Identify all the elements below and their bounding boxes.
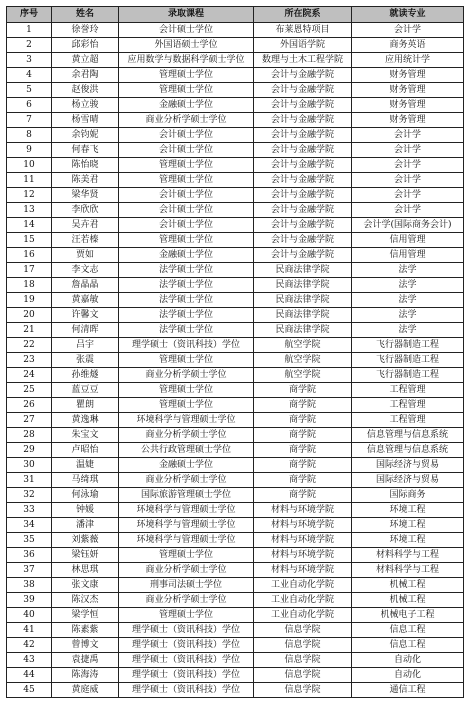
cell-department: 会计与金融学院 — [254, 218, 352, 233]
cell-department: 商学院 — [254, 383, 352, 398]
table-row — [7, 398, 464, 413]
cell-major: 信息管理与信息系统 — [352, 443, 464, 458]
cell-course: 管理硕士学位 — [119, 233, 254, 248]
table-row — [7, 683, 464, 698]
cell-department: 材料与环境学院 — [254, 518, 352, 533]
cell-department: 民商法律学院 — [254, 278, 352, 293]
table-row — [7, 353, 464, 368]
table-row — [7, 143, 464, 158]
cell-index: 29 — [7, 443, 52, 458]
cell-name: 钟媛 — [52, 503, 119, 518]
cell-course: 管理硕士学位 — [119, 383, 254, 398]
cell-department: 会计与金融学院 — [254, 83, 352, 98]
cell-index: 36 — [7, 548, 52, 563]
cell-department: 材料与环境学院 — [254, 563, 352, 578]
cell-course: 理学硕士（资讯科技）学位 — [119, 623, 254, 638]
cell-major: 应用统计学 — [352, 53, 464, 68]
cell-department: 商学院 — [254, 458, 352, 473]
cell-department: 会计与金融学院 — [254, 188, 352, 203]
cell-department: 民商法律学院 — [254, 293, 352, 308]
cell-major: 环境工程 — [352, 518, 464, 533]
cell-course: 商业分析学硕士学位 — [119, 113, 254, 128]
cell-name: 陈怡晓 — [52, 158, 119, 173]
cell-index: 38 — [7, 578, 52, 593]
cell-course: 环境科学与管理硕士学位 — [119, 518, 254, 533]
cell-course: 会计硕士学位 — [119, 188, 254, 203]
cell-course: 会计硕士学位 — [119, 203, 254, 218]
cell-department: 工业自动化学院 — [254, 593, 352, 608]
cell-department: 会计与金融学院 — [254, 203, 352, 218]
cell-major: 机械工程 — [352, 578, 464, 593]
cell-department: 材料与环境学院 — [254, 533, 352, 548]
cell-major: 国际经济与贸易 — [352, 473, 464, 488]
cell-course: 法学硕士学位 — [119, 323, 254, 338]
cell-course: 法学硕士学位 — [119, 263, 254, 278]
cell-index: 4 — [7, 68, 52, 83]
cell-major: 会计学 — [352, 128, 464, 143]
cell-major: 飞行器制造工程 — [352, 353, 464, 368]
cell-index: 16 — [7, 248, 52, 263]
table-row — [7, 413, 464, 428]
cell-name: 邱彩怡 — [52, 38, 119, 53]
cell-major: 财务管理 — [352, 83, 464, 98]
cell-major: 工程管理 — [352, 413, 464, 428]
cell-department: 商学院 — [254, 413, 352, 428]
cell-department: 航空学院 — [254, 353, 352, 368]
cell-course: 会计硕士学位 — [119, 23, 254, 38]
cell-index: 1 — [7, 23, 52, 38]
table-row — [7, 533, 464, 548]
cell-department: 会计与金融学院 — [254, 173, 352, 188]
cell-course: 理学硕士（资讯科技）学位 — [119, 653, 254, 668]
cell-index: 42 — [7, 638, 52, 653]
cell-course: 法学硕士学位 — [119, 278, 254, 293]
cell-department: 民商法律学院 — [254, 263, 352, 278]
cell-major: 信息工程 — [352, 638, 464, 653]
cell-index: 35 — [7, 533, 52, 548]
cell-index: 10 — [7, 158, 52, 173]
table-row — [7, 98, 464, 113]
header-name: 姓名 — [52, 7, 119, 23]
cell-name: 赵俊洪 — [52, 83, 119, 98]
cell-course: 公共行政管理硕士学位 — [119, 443, 254, 458]
cell-course: 管理硕士学位 — [119, 68, 254, 83]
table-row — [7, 38, 464, 53]
cell-name: 卢昭怡 — [52, 443, 119, 458]
cell-department: 工业自动化学院 — [254, 608, 352, 623]
cell-name: 何清晖 — [52, 323, 119, 338]
cell-major: 工程管理 — [352, 398, 464, 413]
table-row — [7, 293, 464, 308]
cell-course: 管理硕士学位 — [119, 158, 254, 173]
cell-index: 34 — [7, 518, 52, 533]
cell-major: 国际经济与贸易 — [352, 458, 464, 473]
table-row — [7, 608, 464, 623]
cell-department: 会计与金融学院 — [254, 128, 352, 143]
table-row — [7, 218, 464, 233]
cell-name: 贾如 — [52, 248, 119, 263]
cell-index: 39 — [7, 593, 52, 608]
cell-course: 理学硕士（资讯科技）学位 — [119, 668, 254, 683]
cell-department: 商学院 — [254, 473, 352, 488]
cell-major: 财务管理 — [352, 68, 464, 83]
cell-course: 管理硕士学位 — [119, 173, 254, 188]
cell-name: 何泳瑜 — [52, 488, 119, 503]
cell-department: 会计与金融学院 — [254, 248, 352, 263]
cell-index: 24 — [7, 368, 52, 383]
cell-department: 外国语学院 — [254, 38, 352, 53]
header-course: 录取课程 — [119, 7, 254, 23]
cell-name: 孙维燧 — [52, 368, 119, 383]
cell-course: 理学硕士（资讯科技）学位 — [119, 683, 254, 698]
table-row — [7, 338, 464, 353]
table-row — [7, 578, 464, 593]
cell-name: 杨雪晴 — [52, 113, 119, 128]
cell-course: 会计硕士学位 — [119, 143, 254, 158]
cell-index: 15 — [7, 233, 52, 248]
cell-major: 环境工程 — [352, 503, 464, 518]
table-row — [7, 623, 464, 638]
table-row — [7, 128, 464, 143]
cell-major: 飞行器制造工程 — [352, 338, 464, 353]
cell-course: 环境科学与管理硕士学位 — [119, 413, 254, 428]
cell-index: 33 — [7, 503, 52, 518]
cell-major: 材料科学与工程 — [352, 548, 464, 563]
cell-index: 7 — [7, 113, 52, 128]
cell-department: 会计与金融学院 — [254, 143, 352, 158]
cell-major: 会计学 — [352, 23, 464, 38]
cell-course: 管理硕士学位 — [119, 353, 254, 368]
cell-course: 管理硕士学位 — [119, 548, 254, 563]
cell-course: 外国语硕士学位 — [119, 38, 254, 53]
cell-major: 会计学 — [352, 158, 464, 173]
table-row — [7, 68, 464, 83]
table-row — [7, 203, 464, 218]
cell-course: 法学硕士学位 — [119, 308, 254, 323]
cell-department: 信息学院 — [254, 653, 352, 668]
cell-index: 41 — [7, 623, 52, 638]
cell-name: 林思琪 — [52, 563, 119, 578]
table-row — [7, 233, 464, 248]
cell-department: 会计与金融学院 — [254, 98, 352, 113]
cell-course: 应用数学与数据科学硕士学位 — [119, 53, 254, 68]
cell-index: 9 — [7, 143, 52, 158]
cell-name: 袁捷禹 — [52, 653, 119, 668]
table-row — [7, 323, 464, 338]
cell-department: 材料与环境学院 — [254, 503, 352, 518]
cell-course: 会计硕士学位 — [119, 128, 254, 143]
cell-major: 会计学 — [352, 188, 464, 203]
cell-department: 会计与金融学院 — [254, 68, 352, 83]
cell-course: 金融硕士学位 — [119, 248, 254, 263]
cell-name: 马绮琪 — [52, 473, 119, 488]
table-row — [7, 638, 464, 653]
cell-name: 梁钰妍 — [52, 548, 119, 563]
cell-major: 会计学 — [352, 173, 464, 188]
cell-index: 2 — [7, 38, 52, 53]
table-row — [7, 593, 464, 608]
table-row — [7, 668, 464, 683]
table-row — [7, 473, 464, 488]
cell-department: 信息学院 — [254, 638, 352, 653]
cell-course: 商业分析学硕士学位 — [119, 473, 254, 488]
cell-major: 法学 — [352, 293, 464, 308]
cell-name: 瞿朗 — [52, 398, 119, 413]
table-row — [7, 248, 464, 263]
cell-index: 19 — [7, 293, 52, 308]
table-row — [7, 368, 464, 383]
cell-name: 李欣欣 — [52, 203, 119, 218]
cell-course: 商业分析学硕士学位 — [119, 368, 254, 383]
table-row — [7, 53, 464, 68]
admission-table-container — [6, 6, 464, 698]
cell-department: 商学院 — [254, 443, 352, 458]
table-row — [7, 188, 464, 203]
cell-name: 陈汉杰 — [52, 593, 119, 608]
table-row — [7, 518, 464, 533]
cell-index: 30 — [7, 458, 52, 473]
cell-department: 民商法律学院 — [254, 308, 352, 323]
cell-course: 国际旅游管理硕士学位 — [119, 488, 254, 503]
cell-index: 27 — [7, 413, 52, 428]
cell-index: 43 — [7, 653, 52, 668]
cell-department: 商学院 — [254, 488, 352, 503]
table-row — [7, 488, 464, 503]
cell-course: 法学硕士学位 — [119, 293, 254, 308]
cell-index: 23 — [7, 353, 52, 368]
table-row — [7, 428, 464, 443]
cell-name: 陈素紫 — [52, 623, 119, 638]
cell-index: 26 — [7, 398, 52, 413]
cell-department: 会计与金融学院 — [254, 233, 352, 248]
cell-index: 18 — [7, 278, 52, 293]
table-row — [7, 653, 464, 668]
table-row — [7, 158, 464, 173]
cell-major: 工程管理 — [352, 383, 464, 398]
table-row — [7, 263, 464, 278]
cell-name: 陈美君 — [52, 173, 119, 188]
cell-major: 机械电子工程 — [352, 608, 464, 623]
table-row — [7, 278, 464, 293]
table-row — [7, 548, 464, 563]
table-row — [7, 113, 464, 128]
admission-table — [6, 6, 464, 698]
table-row — [7, 458, 464, 473]
table-row — [7, 503, 464, 518]
cell-course: 理学硕士（资讯科技）学位 — [119, 338, 254, 353]
cell-name: 汪若榛 — [52, 233, 119, 248]
cell-name: 梁学恒 — [52, 608, 119, 623]
cell-major: 法学 — [352, 308, 464, 323]
cell-index: 28 — [7, 428, 52, 443]
cell-major: 财务管理 — [352, 98, 464, 113]
cell-major: 会计学(国际商务会计) — [352, 218, 464, 233]
cell-department: 民商法律学院 — [254, 323, 352, 338]
cell-index: 6 — [7, 98, 52, 113]
cell-name: 吕宇 — [52, 338, 119, 353]
header-department: 所在院系 — [254, 7, 352, 23]
cell-department: 信息学院 — [254, 623, 352, 638]
cell-department: 材料与环境学院 — [254, 548, 352, 563]
cell-index: 44 — [7, 668, 52, 683]
cell-name: 曾博文 — [52, 638, 119, 653]
cell-index: 17 — [7, 263, 52, 278]
cell-department: 数理与土木工程学院 — [254, 53, 352, 68]
cell-index: 45 — [7, 683, 52, 698]
cell-name: 刘紫薇 — [52, 533, 119, 548]
cell-index: 11 — [7, 173, 52, 188]
cell-name: 黄庭威 — [52, 683, 119, 698]
cell-department: 布莱恩特项目 — [254, 23, 352, 38]
table-row — [7, 83, 464, 98]
cell-department: 航空学院 — [254, 368, 352, 383]
cell-name: 朱宝文 — [52, 428, 119, 443]
cell-name: 潘津 — [52, 518, 119, 533]
cell-name: 詹晶晶 — [52, 278, 119, 293]
cell-name: 蓝豆豆 — [52, 383, 119, 398]
cell-index: 21 — [7, 323, 52, 338]
cell-major: 国际商务 — [352, 488, 464, 503]
table-row — [7, 563, 464, 578]
cell-name: 徐誉玲 — [52, 23, 119, 38]
cell-index: 12 — [7, 188, 52, 203]
cell-index: 13 — [7, 203, 52, 218]
cell-name: 梁华贤 — [52, 188, 119, 203]
cell-name: 黄立超 — [52, 53, 119, 68]
cell-course: 会计硕士学位 — [119, 218, 254, 233]
cell-course: 金融硕士学位 — [119, 98, 254, 113]
table-row — [7, 443, 464, 458]
cell-major: 商务英语 — [352, 38, 464, 53]
cell-major: 法学 — [352, 323, 464, 338]
cell-name: 黄逸琳 — [52, 413, 119, 428]
cell-name: 李文志 — [52, 263, 119, 278]
cell-course: 管理硕士学位 — [119, 83, 254, 98]
cell-course: 理学硕士（资讯科技）学位 — [119, 638, 254, 653]
cell-course: 金融硕士学位 — [119, 458, 254, 473]
cell-course: 商业分析学硕士学位 — [119, 428, 254, 443]
cell-department: 商学院 — [254, 398, 352, 413]
cell-major: 环境工程 — [352, 533, 464, 548]
cell-index: 22 — [7, 338, 52, 353]
cell-name: 温婕 — [52, 458, 119, 473]
cell-course: 商业分析学硕士学位 — [119, 563, 254, 578]
cell-index: 25 — [7, 383, 52, 398]
cell-index: 40 — [7, 608, 52, 623]
cell-major: 法学 — [352, 278, 464, 293]
cell-department: 信息学院 — [254, 683, 352, 698]
cell-name: 余钧妮 — [52, 128, 119, 143]
table-row — [7, 383, 464, 398]
cell-major: 机械工程 — [352, 593, 464, 608]
cell-name: 张文康 — [52, 578, 119, 593]
cell-name: 吴卉君 — [52, 218, 119, 233]
cell-department: 航空学院 — [254, 338, 352, 353]
cell-department: 会计与金融学院 — [254, 158, 352, 173]
cell-index: 37 — [7, 563, 52, 578]
cell-course: 管理硕士学位 — [119, 608, 254, 623]
cell-index: 14 — [7, 218, 52, 233]
cell-major: 信用管理 — [352, 233, 464, 248]
cell-department: 会计与金融学院 — [254, 113, 352, 128]
cell-department: 商学院 — [254, 428, 352, 443]
cell-major: 通信工程 — [352, 683, 464, 698]
cell-index: 3 — [7, 53, 52, 68]
cell-department: 工业自动化学院 — [254, 578, 352, 593]
cell-index: 32 — [7, 488, 52, 503]
cell-major: 信用管理 — [352, 248, 464, 263]
cell-course: 刑事司法硕士学位 — [119, 578, 254, 593]
table-body — [7, 23, 464, 698]
cell-index: 31 — [7, 473, 52, 488]
cell-major: 法学 — [352, 263, 464, 278]
cell-index: 8 — [7, 128, 52, 143]
table-row — [7, 23, 464, 38]
cell-major: 会计学 — [352, 203, 464, 218]
cell-course: 环境科学与管理硕士学位 — [119, 533, 254, 548]
cell-course: 商业分析学硕士学位 — [119, 593, 254, 608]
cell-department: 信息学院 — [254, 668, 352, 683]
cell-course: 环境科学与管理硕士学位 — [119, 503, 254, 518]
table-header-row — [7, 7, 464, 23]
cell-major: 信息工程 — [352, 623, 464, 638]
table-row — [7, 308, 464, 323]
cell-major: 飞行器制造工程 — [352, 368, 464, 383]
cell-major: 自动化 — [352, 668, 464, 683]
cell-name: 杨立骏 — [52, 98, 119, 113]
cell-name: 黄嘉敏 — [52, 293, 119, 308]
cell-major: 自动化 — [352, 653, 464, 668]
header-major: 就读专业 — [352, 7, 464, 23]
cell-major: 材料科学与工程 — [352, 563, 464, 578]
cell-name: 陈海涛 — [52, 668, 119, 683]
table-row — [7, 173, 464, 188]
cell-name: 张震 — [52, 353, 119, 368]
cell-name: 许馨文 — [52, 308, 119, 323]
cell-major: 财务管理 — [352, 113, 464, 128]
cell-course: 管理硕士学位 — [119, 398, 254, 413]
cell-name: 余君陶 — [52, 68, 119, 83]
cell-major: 信息管理与信息系统 — [352, 428, 464, 443]
cell-index: 20 — [7, 308, 52, 323]
cell-name: 何春飞 — [52, 143, 119, 158]
header-index: 序号 — [7, 7, 52, 23]
cell-index: 5 — [7, 83, 52, 98]
cell-major: 会计学 — [352, 143, 464, 158]
